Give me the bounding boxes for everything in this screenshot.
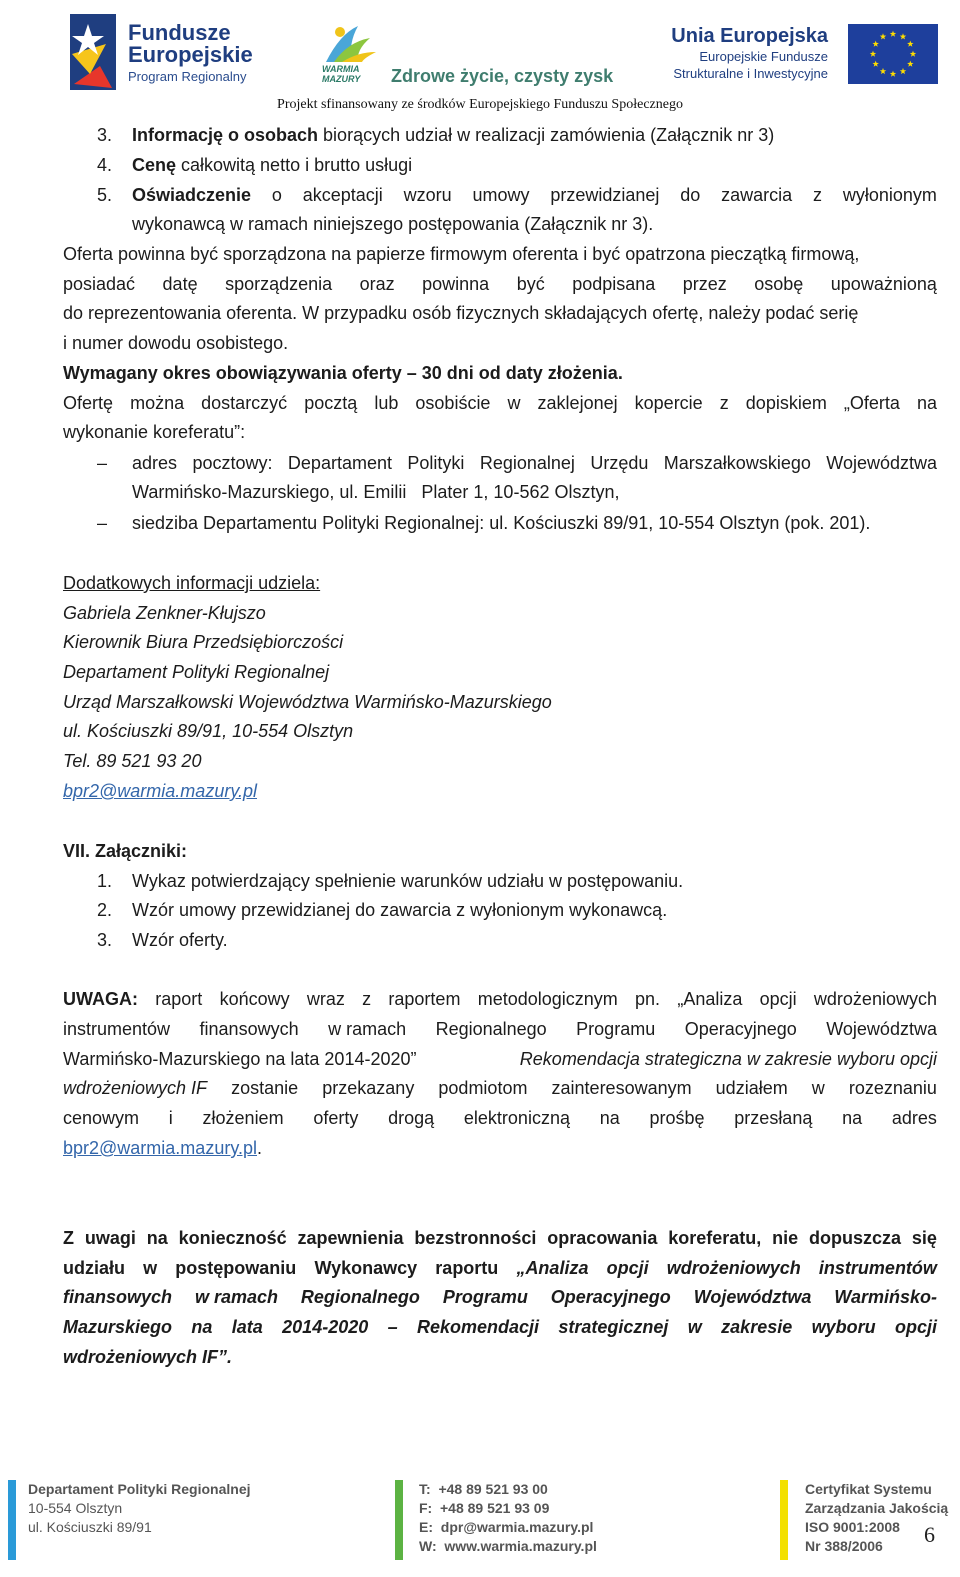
footer-cert-line: ISO 9001:2008 — [805, 1519, 900, 1535]
list-item-bold: Cenę — [132, 155, 177, 175]
word: wyłonionym — [842, 185, 937, 205]
word: posiadać — [63, 274, 136, 294]
word: Regionalnej — [479, 453, 575, 473]
contact-department: Departament Polityki Regionalnej — [63, 662, 330, 682]
footer-bar-yellow — [780, 1480, 788, 1560]
word: dostarczyć — [201, 393, 288, 413]
word: Marszałkowskiego — [663, 453, 811, 473]
impartiality-last-line: wdrożeniowych IF”. — [63, 1347, 233, 1367]
footer-email: E: dpr@warmia.mazury.pl — [419, 1519, 594, 1535]
word: finansowych — [63, 1287, 173, 1307]
list-item-bold: Informację o osobach — [132, 125, 319, 145]
word: postępowaniu — [175, 1258, 297, 1278]
list-item-number: 4. — [97, 155, 113, 175]
note-last-line — [63, 1137, 262, 1159]
ue-logo-line1: Unia Europejska — [671, 25, 828, 47]
contact-address: ul. Kościuszki 89/91, 10-554 Olsztyn — [63, 721, 354, 741]
word: można — [130, 393, 185, 413]
word: przekazany — [322, 1078, 415, 1098]
attachment-item: Wzór oferty. — [132, 930, 228, 950]
word: wyboru — [811, 1317, 876, 1337]
word: koreferatu, — [668, 1228, 762, 1248]
paragraph-line: wykonanie koreferatu”: — [63, 422, 246, 442]
fe-logo-line2: Europejskie — [128, 42, 253, 67]
word: pn. — [635, 989, 661, 1009]
footer-postcode: 10-554 Olsztyn — [28, 1500, 123, 1516]
bullet-continuation: Warmińsko-Mazurskiego, ul. Emilii Plater 1, 10-562 Olsztyn, — [132, 482, 620, 502]
note-text: Warmińsko-Mazurskiego na lata 2014-2020” — [63, 1049, 417, 1069]
bullet-line: siedziba Departamentu Polityki Regionalnej: ul. Kościuszki 89/91, 10-554 Olsztyn (pok. 201). — [132, 513, 871, 533]
word: dopuszcza — [808, 1228, 901, 1248]
contact-office: Urząd Marszałkowski Województwa Warmińsko-Mazurskiego — [63, 692, 552, 712]
paragraph-line: i numer dowodu osobistego. — [63, 333, 289, 353]
paragraph-line: do reprezentowania oferenta. W przypadku osób fizycznych składających ofertę, należy podać serię — [63, 303, 859, 323]
impartiality-justified-line — [63, 1316, 937, 1338]
paragraph-line: Oferta powinna być sporządzona na papierze firmowym oferenta i być opatrzona pieczątką firmową, — [63, 244, 860, 264]
unia-europejska-logo — [656, 22, 938, 92]
word: przesłaną — [734, 1108, 813, 1128]
footer-street: ul. Kościuszki 89/91 — [28, 1519, 152, 1535]
word: pocztą — [304, 393, 358, 413]
note-justified-line — [63, 1077, 937, 1099]
contact-name: Gabriela Zenkner-Kłujszo — [63, 603, 266, 623]
word: Programu — [442, 1287, 528, 1307]
word: dopiskiem — [745, 393, 827, 413]
word: opcji — [894, 1317, 937, 1337]
paragraph-justified-line — [63, 273, 937, 295]
word: wraz — [306, 989, 345, 1009]
word: strategicznej — [558, 1317, 669, 1337]
word: na — [842, 1108, 863, 1128]
word: Polityki — [407, 453, 465, 473]
project-financing-line: Projekt sfinansowany ze środków Europejskiego Funduszu Społecznego — [277, 97, 683, 112]
word: rozeznaniu — [848, 1078, 937, 1098]
list-item-number: 5. — [97, 185, 113, 205]
word: wdrożeniowych — [813, 989, 937, 1009]
word: przewidzianej — [550, 185, 660, 205]
list-item — [132, 154, 412, 176]
list-item-text: całkowitą netto i brutto usługi — [176, 155, 413, 175]
word: z — [813, 185, 823, 205]
word: „Analiza — [677, 989, 743, 1009]
contact-phone: Tel. 89 521 93 20 — [63, 751, 202, 771]
validity-statement: Wymagany okres obowiązywania oferty – 30 dni od daty złożenia. — [63, 363, 623, 383]
word: Mazurskiego — [63, 1317, 173, 1337]
word: cenowym — [63, 1108, 140, 1128]
word: uwagi — [84, 1228, 136, 1248]
attachment-item: Wykaz potwierdzający spełnienie warunków udziału w postępowaniu. — [132, 871, 684, 891]
word: raportu — [435, 1258, 499, 1278]
word: z — [719, 393, 729, 413]
word: Operacyjnego — [550, 1287, 671, 1307]
word: Rekomendacji — [416, 1317, 540, 1337]
fe-logo-line1: Fundusze — [128, 20, 231, 45]
word: zakresie — [721, 1317, 793, 1337]
list-item-number: 3. — [97, 930, 113, 950]
note-justified-line — [63, 1048, 937, 1070]
note-label: UWAGA: — [63, 989, 138, 1009]
note-justified-line — [63, 988, 937, 1010]
footer-bar-blue — [8, 1480, 16, 1560]
attachment-item: Wzór umowy przewidzianej do zawarcia z wyłonionym wykonawcą. — [132, 900, 668, 920]
word: w — [507, 393, 521, 413]
footer-cert-line: Nr 388/2006 — [805, 1538, 883, 1554]
word: podpisana — [572, 274, 656, 294]
word: instrumentów — [818, 1258, 937, 1278]
bullet-dash: – — [97, 453, 108, 473]
word: podmiotom — [438, 1078, 528, 1098]
word: Z — [63, 1228, 74, 1248]
warmia-logo-slogan: Zdrowe życie, czysty zysk — [391, 66, 614, 86]
note-justified-line — [63, 1107, 937, 1129]
contact-position: Kierownik Biura Przedsiębiorczości — [63, 632, 344, 652]
footer-cert-line: Certyfikat Systemu — [805, 1481, 932, 1497]
word: Województwa — [826, 1019, 937, 1039]
list-item-continuation: wykonawcą w ramach niniejszego postępowania (Załącznik nr 3). — [132, 214, 654, 234]
word: akceptacji — [302, 185, 383, 205]
fundusze-europejskie-emblem-icon — [70, 14, 116, 90]
contact-email-link[interactable]: bpr2@warmia.mazury.pl — [63, 781, 257, 801]
bullet-dash: – — [97, 513, 108, 533]
note-italic-text: Rekomendacja strategiczna w zakresie wyboru opcji — [519, 1049, 937, 1069]
note-italic-text: wdrożeniowych IF — [63, 1078, 208, 1098]
footer-cert-line: Zarządzania Jakością — [805, 1500, 949, 1516]
word: kopercie — [634, 393, 703, 413]
word: pocztowy: — [192, 453, 273, 473]
word: „Analiza — [516, 1258, 589, 1278]
word: na — [146, 1228, 168, 1248]
impartiality-justified-line — [63, 1257, 937, 1279]
word: raport — [155, 989, 203, 1009]
word: metodologicznym — [477, 989, 618, 1009]
word: w ramach — [194, 1287, 278, 1307]
word: nie — [772, 1228, 799, 1248]
impartiality-justified-line — [63, 1227, 937, 1249]
word: „Oferta — [843, 393, 900, 413]
word: w ramach — [328, 1019, 407, 1039]
warmia-mazury-logo — [318, 22, 614, 92]
attachments-heading: VII. Załączniki: — [63, 841, 188, 861]
word: zainteresowanym — [551, 1078, 692, 1098]
word: Województwa — [826, 453, 937, 473]
word: oferty — [313, 1108, 359, 1128]
note-justified-line — [63, 1018, 937, 1040]
footer-bar-green — [395, 1480, 403, 1560]
footer-phone: T: +48 89 521 93 00 — [419, 1481, 548, 1497]
word: na — [916, 393, 937, 413]
paragraph-justified-line — [63, 392, 937, 414]
impartiality-justified-line — [63, 1286, 937, 1308]
word: przez — [682, 274, 727, 294]
word: końcowy — [219, 989, 290, 1009]
note-email-link[interactable]: bpr2@warmia.mazury.pl — [63, 1138, 257, 1158]
word: Urzędu — [590, 453, 649, 473]
word: Regionalnego — [435, 1019, 547, 1039]
word: udziału — [63, 1258, 125, 1278]
word: Operacyjnego — [684, 1019, 797, 1039]
word: Regionalnego — [300, 1287, 420, 1307]
word: datę — [162, 274, 198, 294]
word: Wykonawcy — [314, 1258, 418, 1278]
fundusze-europejskie-logo — [70, 12, 270, 96]
word: drogą — [388, 1108, 435, 1128]
word: Oświadczenie — [132, 185, 252, 205]
word: zostanie — [231, 1078, 299, 1098]
word: złożeniem — [202, 1108, 284, 1128]
word: opcji — [606, 1258, 649, 1278]
word: 2014-2020 — [282, 1317, 369, 1337]
list-item-justified-line — [132, 184, 937, 206]
footer-website: W: www.warmia.mazury.pl — [419, 1538, 597, 1554]
word: Ofertę — [63, 393, 114, 413]
bullet-justified-line — [132, 452, 937, 474]
contact-heading: Dodatkowych informacji udziela: — [63, 573, 321, 593]
word: wdrożeniowych — [666, 1258, 801, 1278]
word: z — [362, 989, 372, 1009]
word: być — [516, 274, 545, 294]
word: się — [911, 1228, 937, 1248]
footer-department: Departament Polityki Regionalnej — [28, 1481, 251, 1497]
word: Programu — [576, 1019, 656, 1039]
page-number: 6 — [924, 1522, 935, 1547]
word: Departament — [287, 453, 392, 473]
word: Województwa — [693, 1287, 812, 1307]
word: i — [168, 1108, 173, 1128]
word: opcji — [759, 989, 797, 1009]
word: lub — [374, 393, 399, 413]
word: finansowych — [199, 1019, 299, 1039]
list-item — [132, 124, 774, 146]
footer-fax: F: +48 89 521 93 09 — [419, 1500, 550, 1516]
footer-address-block — [28, 1480, 251, 1537]
word: o — [271, 185, 282, 205]
list-item-text: biorących udział w realizacji zamówienia (Załącznik nr 3) — [318, 125, 775, 145]
ue-logo-line3: Strukturalne i Inwestycyjne — [673, 66, 828, 81]
note-period: . — [257, 1138, 263, 1158]
word: oraz — [359, 274, 395, 294]
word: wzoru — [403, 185, 452, 205]
eu-flag-icon — [848, 24, 938, 84]
word: Warmińsko- — [834, 1287, 937, 1307]
word: opracowania — [547, 1228, 658, 1248]
word: w — [143, 1258, 158, 1278]
footer-contact-block — [419, 1480, 597, 1556]
word: upoważnioną — [830, 274, 937, 294]
word: raportem — [388, 989, 461, 1009]
word: adres — [891, 1108, 937, 1128]
ue-logo-line2: Europejskie Fundusze — [699, 49, 828, 64]
word: w — [811, 1078, 825, 1098]
word: na — [191, 1317, 213, 1337]
word: osobę — [754, 274, 804, 294]
word: zapewnienia — [297, 1228, 404, 1248]
word: – — [387, 1317, 398, 1337]
word: elektroniczną — [463, 1108, 570, 1128]
list-item-number: 2. — [97, 900, 113, 920]
word: zaklejonej — [537, 393, 618, 413]
word: bezstronności — [414, 1228, 537, 1248]
list-item-number: 1. — [97, 871, 113, 891]
warmia-logo-name1: WARMIA — [322, 64, 360, 74]
list-item-number: 3. — [97, 125, 113, 145]
word: na — [599, 1108, 620, 1128]
word: powinna — [422, 274, 490, 294]
word: umowy — [472, 185, 530, 205]
word: instrumentów — [63, 1019, 171, 1039]
word: do — [680, 185, 701, 205]
word: zawarcia — [721, 185, 793, 205]
word: sporządzenia — [225, 274, 333, 294]
word: osobiście — [415, 393, 491, 413]
word: konieczność — [178, 1228, 287, 1248]
word: prośbę — [649, 1108, 705, 1128]
word: udziałem — [715, 1078, 788, 1098]
fe-logo-line3: Program Regionalny — [128, 69, 247, 84]
word: adres — [132, 453, 178, 473]
warmia-logo-name2: MAZURY — [322, 74, 361, 84]
word: lata — [231, 1317, 263, 1337]
word: w — [687, 1317, 702, 1337]
